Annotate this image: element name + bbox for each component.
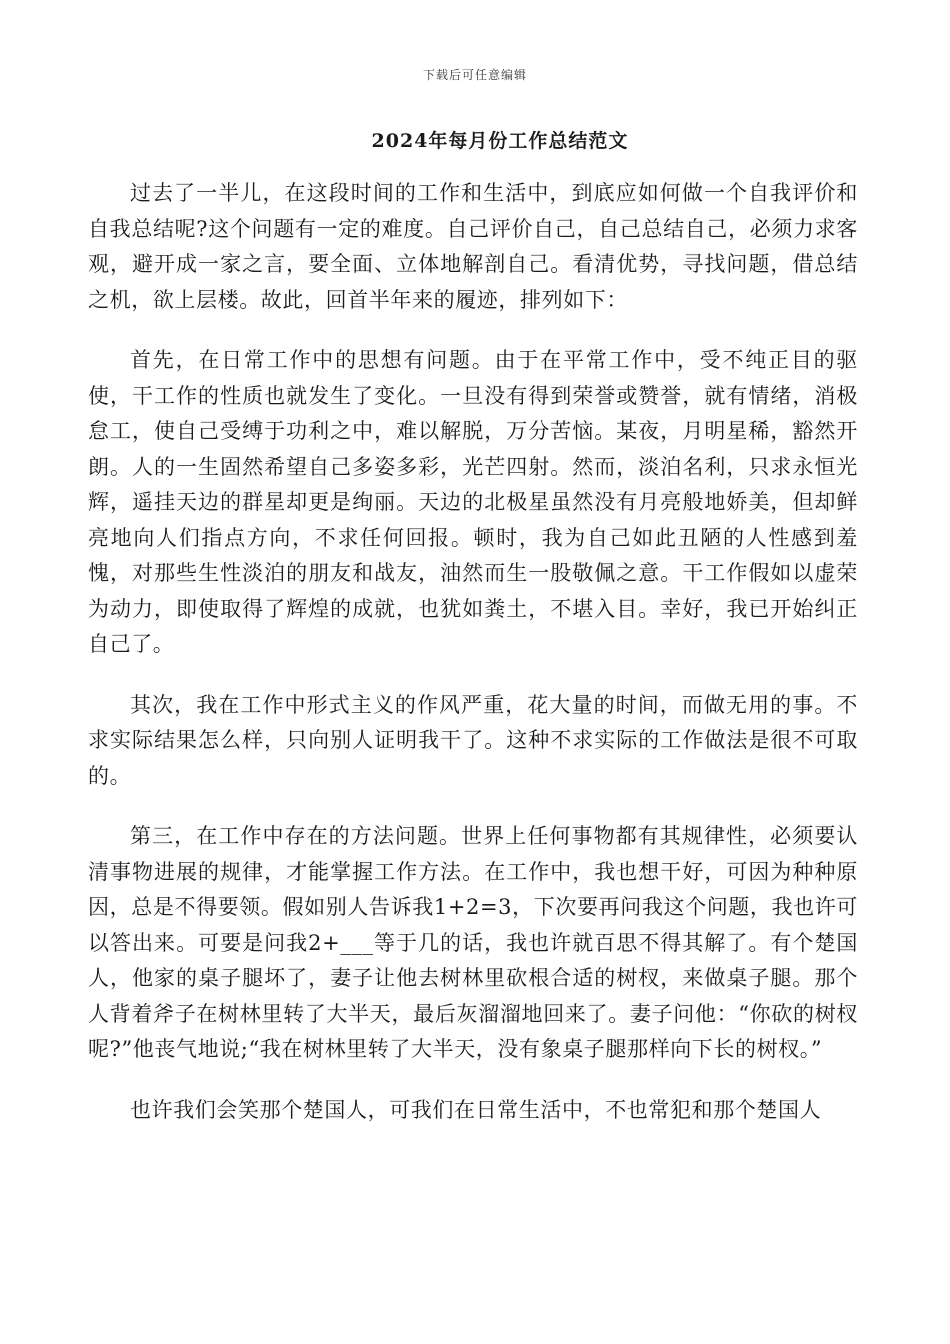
paragraph-second-point: 其次，我在工作中形式主义的作风严重，花大量的时间，而做无用的事。不求实际结果怎么样，只向别人证明我干了。这种不求实际的工作做法是很不可取的。 (88, 692, 858, 788)
document-body (88, 176, 858, 1153)
header-note: 下载后可任意编辑 (422, 68, 527, 82)
paragraph-first-point: 首先，在日常工作中的思想有问题。由于在平常工作中，受不纯正目的驱使，干工作的性质也就发生了变化。一旦没有得到荣誉或赞誉，就有情绪，消极怠工，使自己受缚于功利之中，难以解脱，万分苦恼。某夜，月明星稀，豁然开朗。人的一生固然希望自己多姿多彩，光芒四射。然而，淡泊名利，只求永恒光辉，遥挂天边的群星却更是绚丽。天边的北极星虽然没有月亮般地娇美，但却鲜亮地向人们指点方向，不求任何回报。顿时，我为自己如此丑陋的人性感到羞愧，对那些生性淡泊的朋友和战友，油然而生一股敬佩之意。干工作假如以虚荣为动力，即使取得了辉煌的成就，也犹如粪土，不堪入目。幸好，我已开始纠正自己了。 (88, 348, 858, 656)
paragraph-continuation: 也许我们会笑那个楚国人，可我们在日常生活中，不也常犯和那个楚国人 (130, 1097, 822, 1122)
document-title: 2024年每月份工作总结范文 (371, 130, 629, 152)
paragraph-intro: 过去了一半儿，在这段时间的工作和生活中，到底应如何做一个自我评价和自我总结呢?这个问题有一定的难度。自己评价自己，自己总结自己，必须力求客观，避开成一家之言，要全面、立体地解剖自己。看清优势，寻找问题，借总结之机，欲上层楼。故此，回首半年来的履迹，排列如下： (88, 181, 858, 312)
paragraph-third-point: 第三，在工作中存在的方法问题。世界上任何事物都有其规律性，必须要认清事物进展的规律，才能掌握工作方法。在工作中，我也想干好，可因为种种原因，总是不得要领。假如别人告诉我1+2=3，下次要再问我这个问题，我也许可以答出来。可要是问我2+___等于几的话，我也许就百思不得其解了。有个楚国人，他家的桌子腿坏了，妻子让他去树林里砍根合适的树杈，来做桌子腿。那个人背着斧子在树林里转了大半天，最后灰溜溜地回来了。妻子问他：“你砍的树杈呢?”他丧气地说;“我在树林里转了大半天，没有象桌子腿那样向下长的树杈。” (88, 824, 858, 1061)
